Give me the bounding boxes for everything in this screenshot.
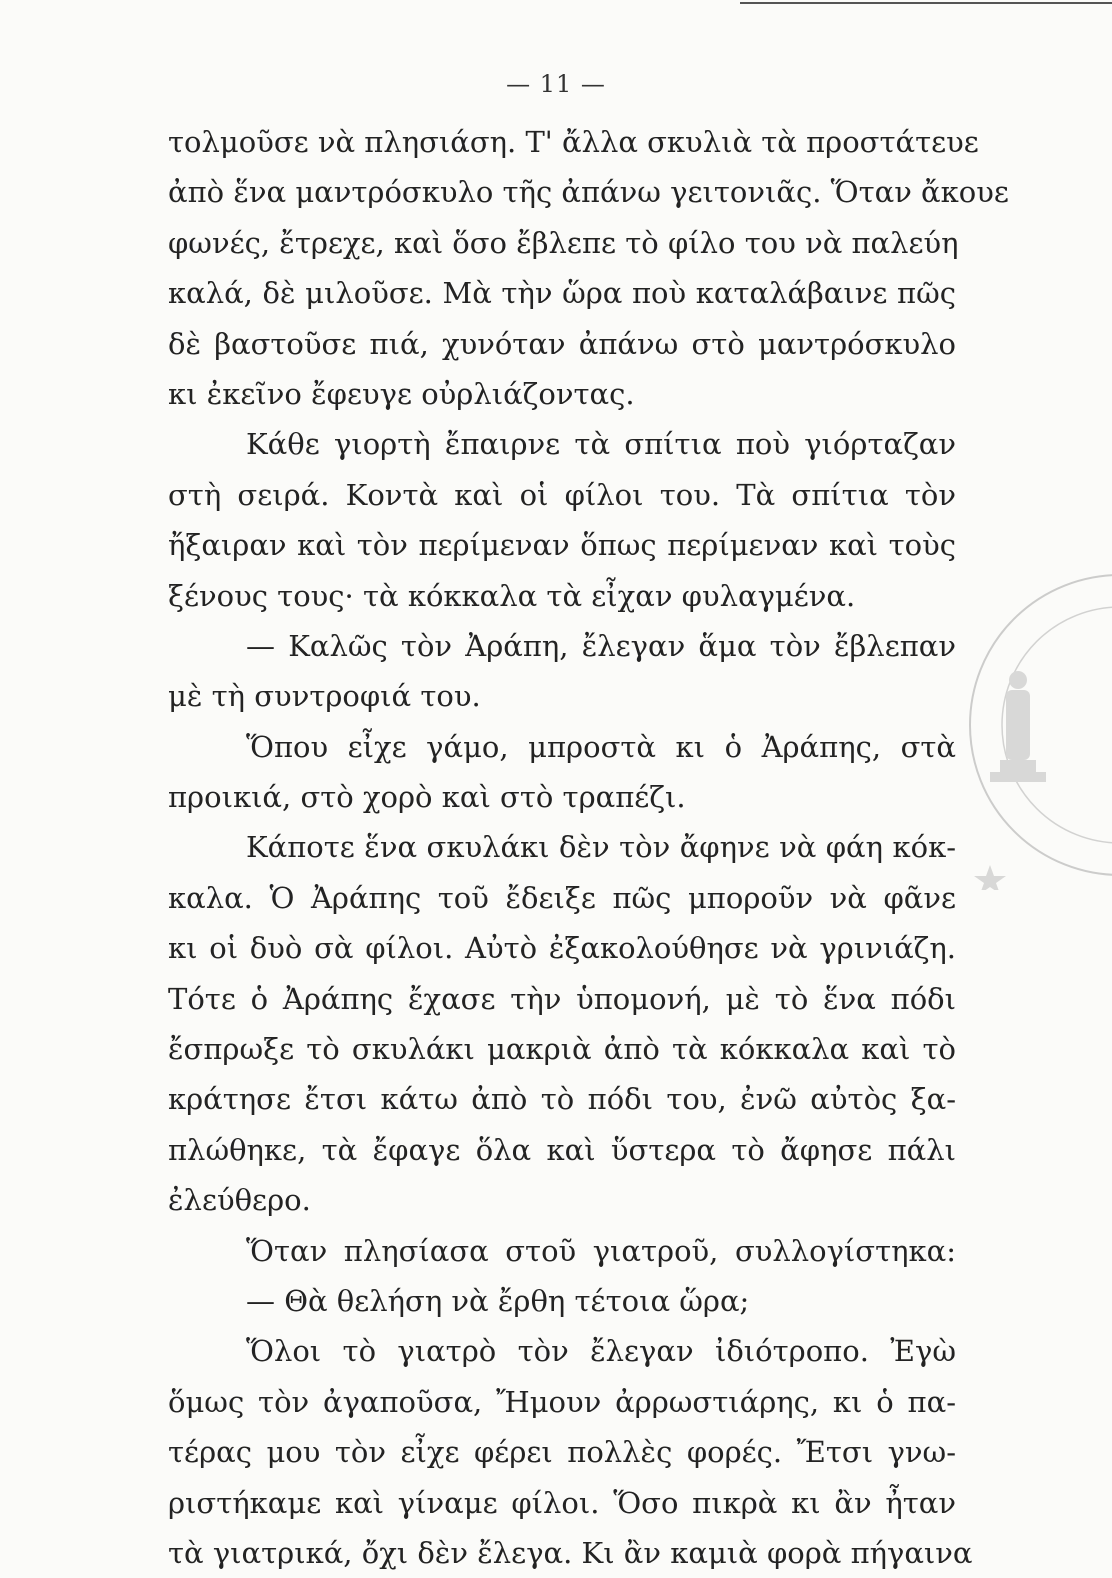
page-number: — 11 — — [506, 70, 606, 98]
text-line: προικιά, στὸ χορὸ καὶ στὸ τραπέζι. — [168, 780, 686, 815]
text-line: Τότε ὁ Ἀράπης ἔχασε τὴν ὑπομονή, μὲ τὸ ἕνα πόδι — [168, 981, 956, 1016]
library-stamp — [960, 560, 1112, 890]
text-line: κι ἐκεῖνο ἔφευγε οὐρλιάζοντας. — [168, 376, 635, 411]
text-line: Ὅπου εἶχε γάμο, μπροστὰ κι ὁ Ἀράπης, στὰ — [246, 729, 956, 764]
top-rule — [740, 2, 1112, 4]
text-line: μὲ τὴ συντροφιά του. — [168, 679, 481, 714]
text-line: κι οἱ δυὸ σὰ φίλοι. Αὐτὸ ἐξακολούθησε νὰ γρινιάζη. — [168, 931, 956, 966]
text-line: ἤξαιραν καὶ τὸν περίμεναν ὅπως περίμεναν καὶ τοὺς — [168, 528, 956, 563]
text-line: πλώθηκε, τὰ ἔφαγε ὅλα καὶ ὕστερα τὸ ἄφησε πάλι — [168, 1132, 956, 1167]
body-text — [168, 117, 1009, 1578]
text-line: ὅμως τὸν ἀγαποῦσα, Ἤμουν ἀρρωστιάρης, κι ὁ πα- — [168, 1384, 956, 1419]
text-line: ἐλεύθερο. — [168, 1183, 311, 1218]
text-line: Κάθε γιορτὴ ἔπαιρνε τὰ σπίτια ποὺ γιόρταζαν — [246, 427, 956, 462]
text-line: Ὅταν πλησίασα στοῦ γιατροῦ, συλλογίστηκα: — [246, 1233, 956, 1268]
text-line: ἀπὸ ἕνα μαντρόσκυλο τῆς ἀπάνω γειτονιᾶς. Ὅταν ἄκουε — [168, 175, 1009, 210]
text-line: τέρας μου τὸν εἶχε φέρει πολλὲς φορές. Ἔτσι γνω- — [168, 1435, 956, 1470]
text-line: ριστήκαμε καὶ γίναμε φίλοι. Ὅσο πικρὰ κι ἂν ἦταν — [168, 1485, 956, 1520]
text-line: ξένους τους· τὰ κόκκαλα τὰ εἶχαν φυλαγμένα. — [168, 578, 856, 613]
text-line: στὴ σειρά. Κοντὰ καὶ οἱ φίλοι του. Τὰ σπίτια τὸν — [168, 477, 956, 512]
text-line: καλα. Ὁ Ἀράπης τοῦ ἔδειξε πῶς μποροῦν νὰ φᾶνε — [168, 880, 956, 915]
text-line: — Θὰ θελήση νὰ ἔρθη τέτοια ὥρα; — [246, 1283, 750, 1318]
text-line: φωνές, ἔτρεχε, καὶ ὅσο ἔβλεπε τὸ φίλο του νὰ παλεύη — [168, 225, 959, 260]
text-line: — Καλῶς τὸν Ἀράπη, ἔλεγαν ἅμα τὸν ἔβλεπαν — [246, 628, 956, 663]
star-icon — [974, 865, 1006, 890]
text-line: Κάποτε ἕνα σκυλάκι δὲν τὸν ἄφηνε νὰ φάη κόκ- — [246, 830, 956, 865]
text-line: κράτησε ἔτσι κάτω ἀπὸ τὸ πόδι του, ἐνῶ αὐτὸς ξα- — [168, 1082, 956, 1117]
text-line: τολμοῦσε νὰ πλησιάση. Τ' ἄλλα σκυλιὰ τὰ προστάτευε — [168, 125, 979, 159]
text-line: ἔσπρωξε τὸ σκυλάκι μακριὰ ἀπὸ τὰ κόκκαλα καὶ τὸ — [168, 1032, 956, 1067]
text-line: Ὅλοι τὸ γιατρὸ τὸν ἔλεγαν ἰδιότροπο. Ἐγὼ — [246, 1334, 956, 1369]
text-line: καλά, δὲ μιλοῦσε. Μὰ τὴν ὥρα ποὺ καταλάβαινε πῶς — [168, 276, 956, 311]
text-line: τὰ γιατρικά, ὄχι δὲν ἔλεγα. Κι ἂν καμιὰ φορὰ πήγαινα — [168, 1535, 973, 1570]
statue-icon — [990, 671, 1046, 782]
text-line: δὲ βαστοῦσε πιά, χυνόταν ἀπάνω στὸ μαντρόσκυλο — [168, 326, 956, 361]
